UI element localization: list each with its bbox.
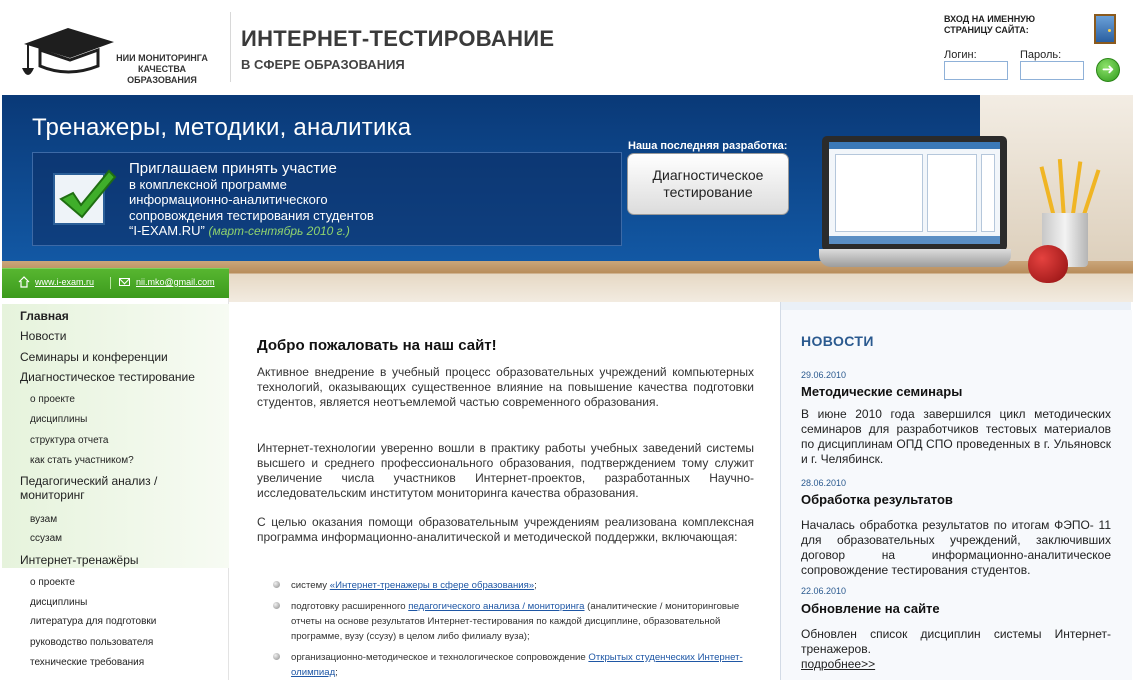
login-submit-button[interactable] <box>1096 58 1120 82</box>
site-subtitle: В СФЕРЕ ОБРАЗОВАНИЯ <box>241 57 405 72</box>
sidebar-item-news[interactable]: Новости <box>20 329 67 343</box>
list-item-text: систему <box>291 580 330 591</box>
home-icon <box>18 276 30 288</box>
list-item <box>271 599 751 644</box>
invite-text <box>129 161 419 240</box>
sidebar-subitem-user-guide[interactable]: руководство пользователя <box>30 637 154 648</box>
sidebar-item-seminars[interactable]: Семинары и конференции <box>20 350 168 364</box>
sidebar-subitem-how-to-join[interactable]: как стать участником? <box>30 455 134 466</box>
news-heading: НОВОСТИ <box>801 333 874 349</box>
login-heading: ВХОД НА ИМЕННУЮ СТРАНИЦУ САЙТА: <box>944 14 1036 35</box>
invite-line: Приглашаем принять участие <box>129 160 337 177</box>
list-item-text: ; <box>335 667 338 678</box>
sidebar-subitem-trainers-disciplines[interactable]: дисциплины <box>30 597 88 608</box>
news-text: В июне 2010 года завершился цикл методических семинаров для разработчиков тестовых материалов по дисциплинам ОПД СПО проведенных в г. Ульяновск и г. Челябинск. <box>801 407 1111 466</box>
email-link[interactable]: nii.mko@gmail.com <box>136 277 215 287</box>
pedagogical-analysis-link[interactable]: педагогического анализа / мониторинга <box>408 601 585 612</box>
intro-paragraph: С целью оказания помощи образовательным учреждениям реализована комплексная программа информационно-аналитической и методической поддержки, включающая: <box>257 515 754 544</box>
laptop-base <box>819 249 1011 267</box>
main-content <box>231 302 778 680</box>
checkmark-icon <box>53 173 105 225</box>
invite-line: в комплексной программе <box>129 176 287 192</box>
banner-headline: Тренажеры, методики, аналитика <box>32 114 412 141</box>
olympiads-link[interactable]: Открытых студенческих Интернет-олимпиад <box>291 652 743 678</box>
contact-bar <box>2 268 229 298</box>
sidebar-item-home[interactable]: Главная <box>20 309 69 323</box>
sidebar-nav <box>2 298 229 680</box>
news-text: Началась обработка результатов по итогам ФЭПО- 11 для образовательных учреждений, заключивших договор на информационно-аналитическое сопровождение тестирования студентов. <box>801 518 1111 577</box>
mail-icon <box>119 278 130 286</box>
door-icon <box>1094 14 1116 44</box>
invite-line: сопровождения тестирования студентов <box>129 207 374 223</box>
laptop-app-screenshot <box>829 142 1000 244</box>
news-panel-inner <box>781 310 1132 680</box>
program-list <box>271 578 751 686</box>
app-panel <box>835 154 923 232</box>
logo-text: НИИ МОНИТОРИНГА КАЧЕСТВА ОБРАЗОВАНИЯ <box>116 53 208 85</box>
list-item <box>271 578 751 593</box>
site-link[interactable]: www.i-exam.ru <box>35 277 95 287</box>
list-item-text: ; <box>534 580 537 591</box>
intro-paragraph: Интернет-технологии уверенно вошли в практику работы учебных заведений системы высшего и среднего профессионального образования, подтверждением тому служит увеличение числа участников Интернет-проектов, разработанных Научно-исследовательским институтом мониторинга качества образования. <box>257 441 754 500</box>
news-date: 28.06.2010 <box>801 478 847 488</box>
sidebar-subitem-colleges[interactable]: ссузам <box>30 533 63 544</box>
news-title[interactable]: Методические семинары <box>801 384 963 399</box>
news-panel <box>780 302 1131 680</box>
bullet-icon <box>273 602 280 609</box>
login-form <box>944 14 1124 84</box>
list-item-text: подготовку расширенного <box>291 601 409 612</box>
sidebar-subitem-tech-requirements[interactable]: технические требования <box>30 657 145 668</box>
sidebar-item-diagnostic[interactable]: Диагностическое тестирование <box>20 370 195 384</box>
site-title: ИНТЕРНЕТ-ТЕСТИРОВАНИЕ <box>241 26 555 51</box>
contact-separator <box>110 277 111 289</box>
intro-paragraph: Активное внедрение в учебный процесс образовательных учреждений компьютерных технологий, оказывающих существенное влияние на повышение качества подготовки студентов, является неотъемлемой частью современного образования. <box>257 365 754 409</box>
app-statusbar <box>829 236 1000 244</box>
news-title[interactable]: Обновление на сайте <box>801 601 940 616</box>
news-text: Обновлен список дисциплин системы Интернет-тренажеров. <box>801 627 1111 656</box>
invite-date: (март-сентябрь 2010 г.) <box>208 224 350 238</box>
invite-line: информационно-аналитического <box>129 192 328 207</box>
app-panel <box>981 154 995 232</box>
header-divider <box>230 12 231 82</box>
bullet-icon <box>273 653 280 660</box>
password-input[interactable] <box>1020 61 1084 80</box>
site-logo[interactable] <box>18 22 228 85</box>
invite-project: “I-EXAM.RU” <box>129 223 205 238</box>
sidebar-subitem-trainers-about[interactable]: о проекте <box>30 577 75 588</box>
sidebar-item-pedagogical-analysis[interactable]: Педагогический анализ / мониторинг <box>20 474 158 502</box>
trainers-link[interactable]: «Интернет-тренажеры в сфере образования» <box>329 580 535 591</box>
news-date: 22.06.2010 <box>801 586 847 596</box>
sidebar-subitem-disciplines[interactable]: дисциплины <box>30 414 88 425</box>
invite-line-last <box>129 223 419 240</box>
list-item-text: организационно-методическое и технологическое сопровождение <box>291 652 589 663</box>
list-item <box>271 650 751 680</box>
sidebar-subitem-report-structure[interactable]: структура отчета <box>30 435 109 446</box>
diagnostic-testing-button[interactable]: Диагностическое тестирование <box>627 153 789 215</box>
sidebar-subitem-universities[interactable]: вузам <box>30 514 58 525</box>
list-item-text: (аналитические / мониторинговые отчеты на основе результатов Интернет-тестирования по каждой дисциплине, образовательной программе, вузу (ссузу) в целом либо филиалу вуза); <box>291 601 740 642</box>
sidebar-subitem-about[interactable]: о проекте <box>30 394 75 405</box>
app-panel <box>927 154 977 232</box>
news-date: 29.06.2010 <box>801 370 847 380</box>
news-title[interactable]: Обработка результатов <box>801 492 953 507</box>
latest-development-label: Наша последняя разработка: <box>628 140 788 152</box>
welcome-heading: Добро пожаловать на наш сайт! <box>257 337 497 354</box>
login-label: Логин: <box>944 49 977 61</box>
bullet-icon <box>273 581 280 588</box>
password-label: Пароль: <box>1020 49 1062 61</box>
laptop-image <box>819 136 1009 276</box>
login-input[interactable] <box>944 61 1008 80</box>
invite-box[interactable] <box>32 152 622 246</box>
apple-image <box>1028 245 1068 283</box>
site-header <box>0 0 1135 95</box>
sidebar-item-trainers[interactable]: Интернет-тренажёры <box>20 553 139 567</box>
arrow-right-icon: ➜ <box>1101 61 1115 78</box>
sidebar-subitem-literature[interactable]: литература для подготовки <box>30 616 157 627</box>
laptop-screen <box>822 136 1007 251</box>
news-more-link[interactable]: подробнее>> <box>801 657 876 671</box>
app-titlebar <box>829 142 1000 149</box>
